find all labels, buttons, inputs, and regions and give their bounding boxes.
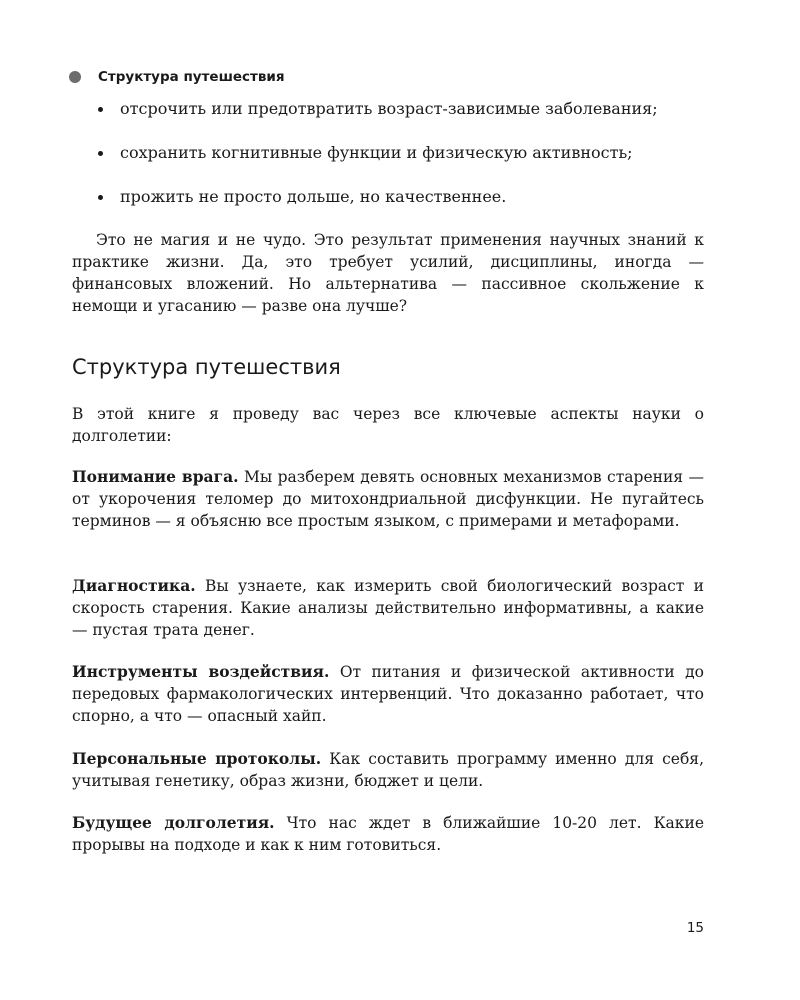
section-title: Структура путешествия — [72, 355, 341, 379]
list-item-text: сохранить когнитивные функции и физическую активность; — [120, 143, 633, 162]
item-text: Вы узнаете, как измерить свой биологический возраст и скорость старения. Какие анализы действительно информативны, а какие — пустая трата денег. — [72, 577, 704, 639]
list-item-text: прожить не просто дольше, но качественнее. — [120, 187, 507, 206]
item-text: Мы разберем девять основных механизмов старения — от укорочения теломер до митохондриальной дисфункции. Не пугайтесь терминов — я объясню все простым языком, с примерами и метафорами. — [72, 468, 705, 530]
benefits-list — [96, 98, 716, 230]
intro-paragraph: Это не магия и не чудо. Это результат применения научных знаний к практике жизни. Да, это требует усилий, дисциплины, иногда — финансовых вложений. Но альтернатива — пассивное скольжение к немощи и угасанию — разве она лучше? — [72, 231, 704, 315]
item-term: Персональные протоколы. — [72, 749, 322, 768]
bullet-icon — [98, 107, 103, 112]
item-text: Как составить программу именно для себя, учитывая генетику, образ жизни, бюджет и цели. — [72, 750, 704, 790]
item-text: Что нас ждет в ближайшие 10-20 лет. Какие прорывы на подходе и как к ним готовиться. — [72, 814, 704, 854]
running-head — [69, 68, 285, 86]
list-item-text: отсрочить или предотвратить возраст-зависимые заболевания; — [120, 99, 658, 118]
list-item — [96, 98, 716, 120]
item-term: Диагностика. — [72, 576, 196, 595]
item-term: Инструменты воздействия. — [72, 662, 330, 681]
item-paragraph-diagnostics — [72, 575, 704, 641]
bullet-icon — [98, 151, 103, 156]
item-paragraph-future — [72, 812, 704, 856]
list-item — [96, 186, 716, 208]
item-paragraph-understanding — [72, 466, 704, 532]
running-head-bullet-icon — [69, 71, 81, 83]
item-term: Понимание врага. — [72, 467, 239, 486]
running-head-title: Структура путешествия — [98, 69, 285, 85]
item-text: От питания и физической активности до передовых фармакологических интервенций. Что доказанно работает, что спорно, а что — опасный хайп. — [72, 663, 704, 725]
page-number: 15 — [686, 920, 704, 936]
item-paragraph-protocols — [72, 748, 704, 792]
item-paragraph-tools — [72, 661, 704, 727]
list-item — [96, 142, 716, 164]
bullet-icon — [98, 195, 103, 200]
section-lead-paragraph: В этой книге я проведу вас через все ключевые аспекты науки о долголетии: — [72, 405, 704, 445]
item-term: Будущее долголетия. — [72, 813, 275, 832]
